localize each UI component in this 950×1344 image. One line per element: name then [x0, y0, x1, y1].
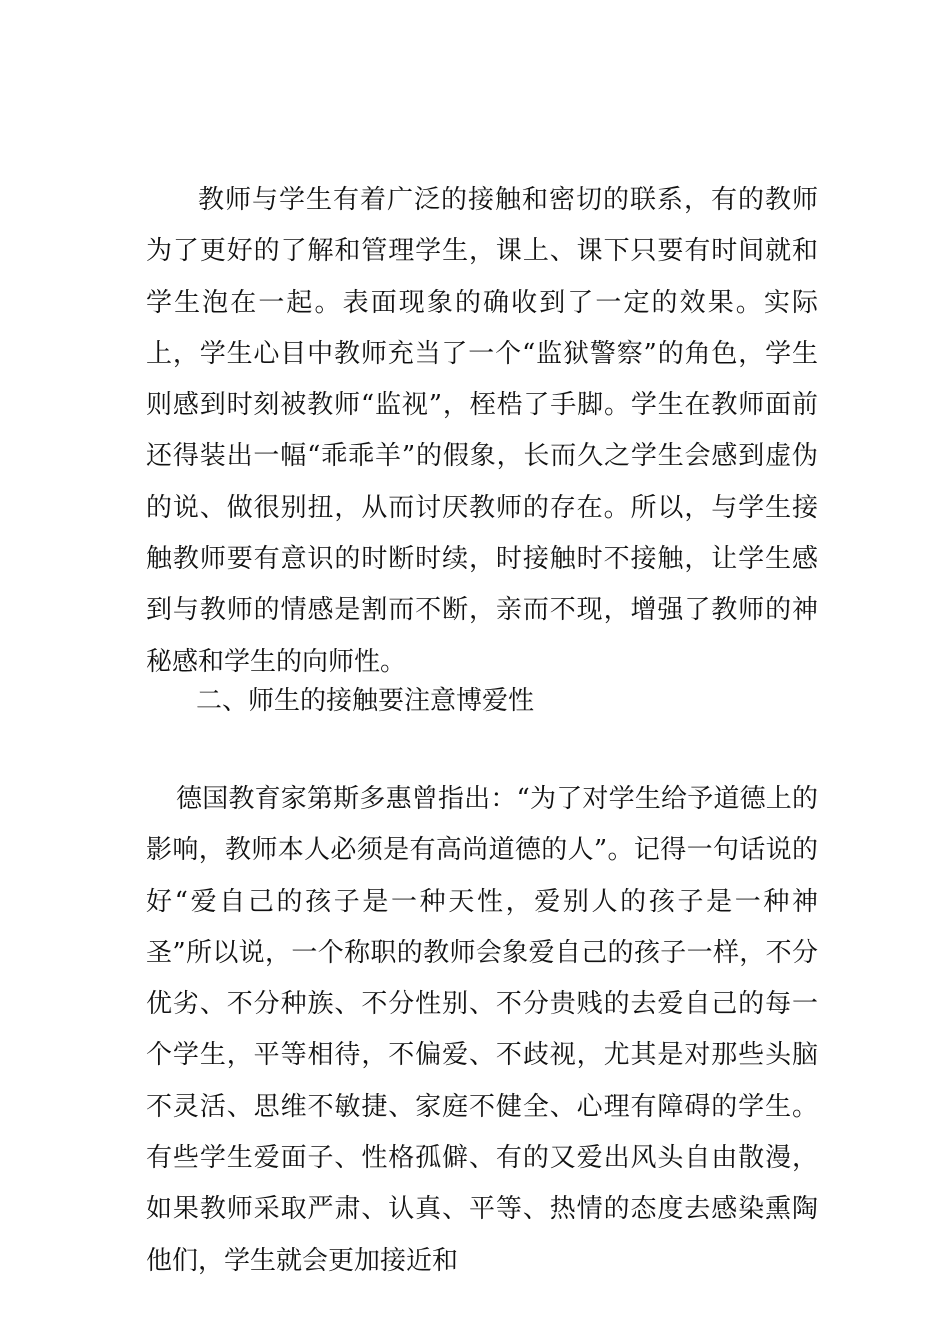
body-paragraph: 德国教育家第斯多惠曾指出：“为了对学生给予道德上的影响，教师本人必须是有高尚道德的人”。记得一句话说的好“爱自己的孩子是一种天性，爱别人的孩子是一种神圣”所以说，一个称职的教师会象爱自己的孩子一样，不分优劣、不分种族、不分性别、不分贵贱的去爱自己的每一个学生，平等相待，不偏爱、不歧视，尤其是对那些头脑不灵活、思维不敏捷、家庭不健全、心理有障碍的学生。有些学生爱面子、性格孤僻、有的又爱出风头自由散漫，如果教师采取严肃、认真、平等、热情的态度去感染熏陶他们，学生就会更加接近和: [146, 784, 818, 1276]
section-heading: 二、师生的接触要注意博爱性: [196, 686, 535, 716]
body-paragraph: 教师与学生有着广泛的接触和密切的联系，有的教师为了更好的了解和管理学生，课上、课下只要有时间就和学生泡在一起。表面现象的确收到了一定的效果。实际上，学生心目中教师充当了一个“监狱警察”的角色，学生则感到时刻被教师“监视”，桎梏了手脚。学生在教师面前还得装出一幅“乖乖羊”的假象，长而久之学生会感到虚伪的说、做很别扭，从而讨厌教师的存在。所以，与学生接触教师要有意识的时断时续，时接触时不接触，让学生感到与教师的情感是割而不断，亲而不现，增强了教师的神秘感和学生的向师性。: [146, 185, 818, 677]
